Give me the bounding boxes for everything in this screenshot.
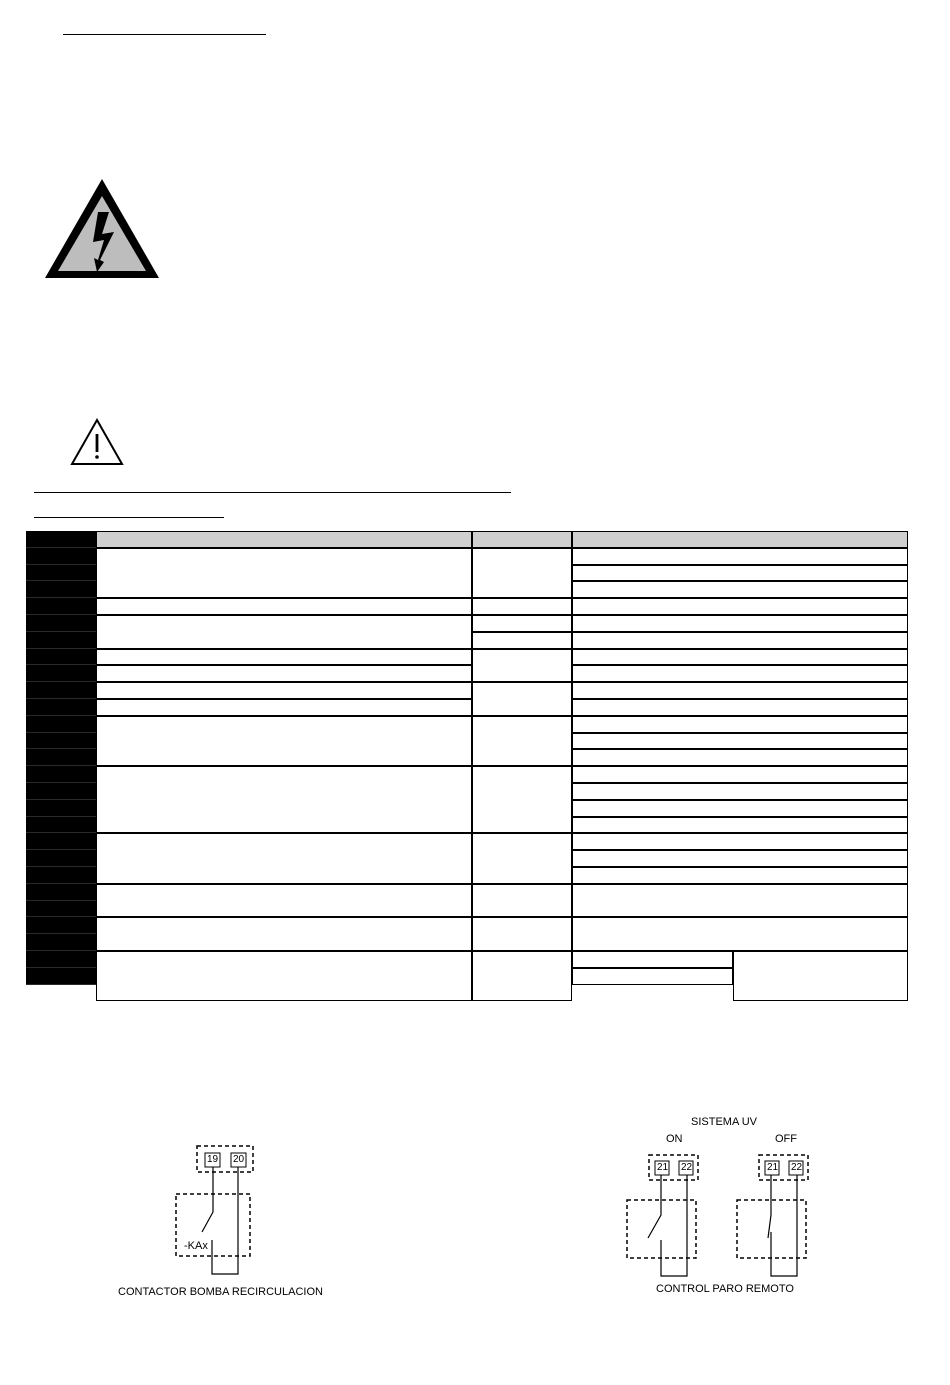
- remote-system-title: SISTEMA UV: [691, 1116, 758, 1128]
- off-label: OFF: [775, 1133, 797, 1145]
- remote-stop-caption: CONTROL PARO REMOTO: [656, 1283, 794, 1295]
- off-terminal-22-label: 22: [791, 1162, 803, 1173]
- off-terminal-21-label: 21: [767, 1162, 779, 1173]
- on-terminal-21-label: 21: [657, 1162, 669, 1173]
- terminal-19-label: 19: [207, 1154, 219, 1165]
- recirculation-caption: CONTACTOR BOMBA RECIRCULACION: [118, 1286, 323, 1298]
- on-terminal-22-label: 22: [681, 1162, 693, 1173]
- contact-label: -KAx: [184, 1240, 208, 1252]
- on-label: ON: [666, 1133, 683, 1145]
- terminal-20-label: 20: [233, 1154, 245, 1165]
